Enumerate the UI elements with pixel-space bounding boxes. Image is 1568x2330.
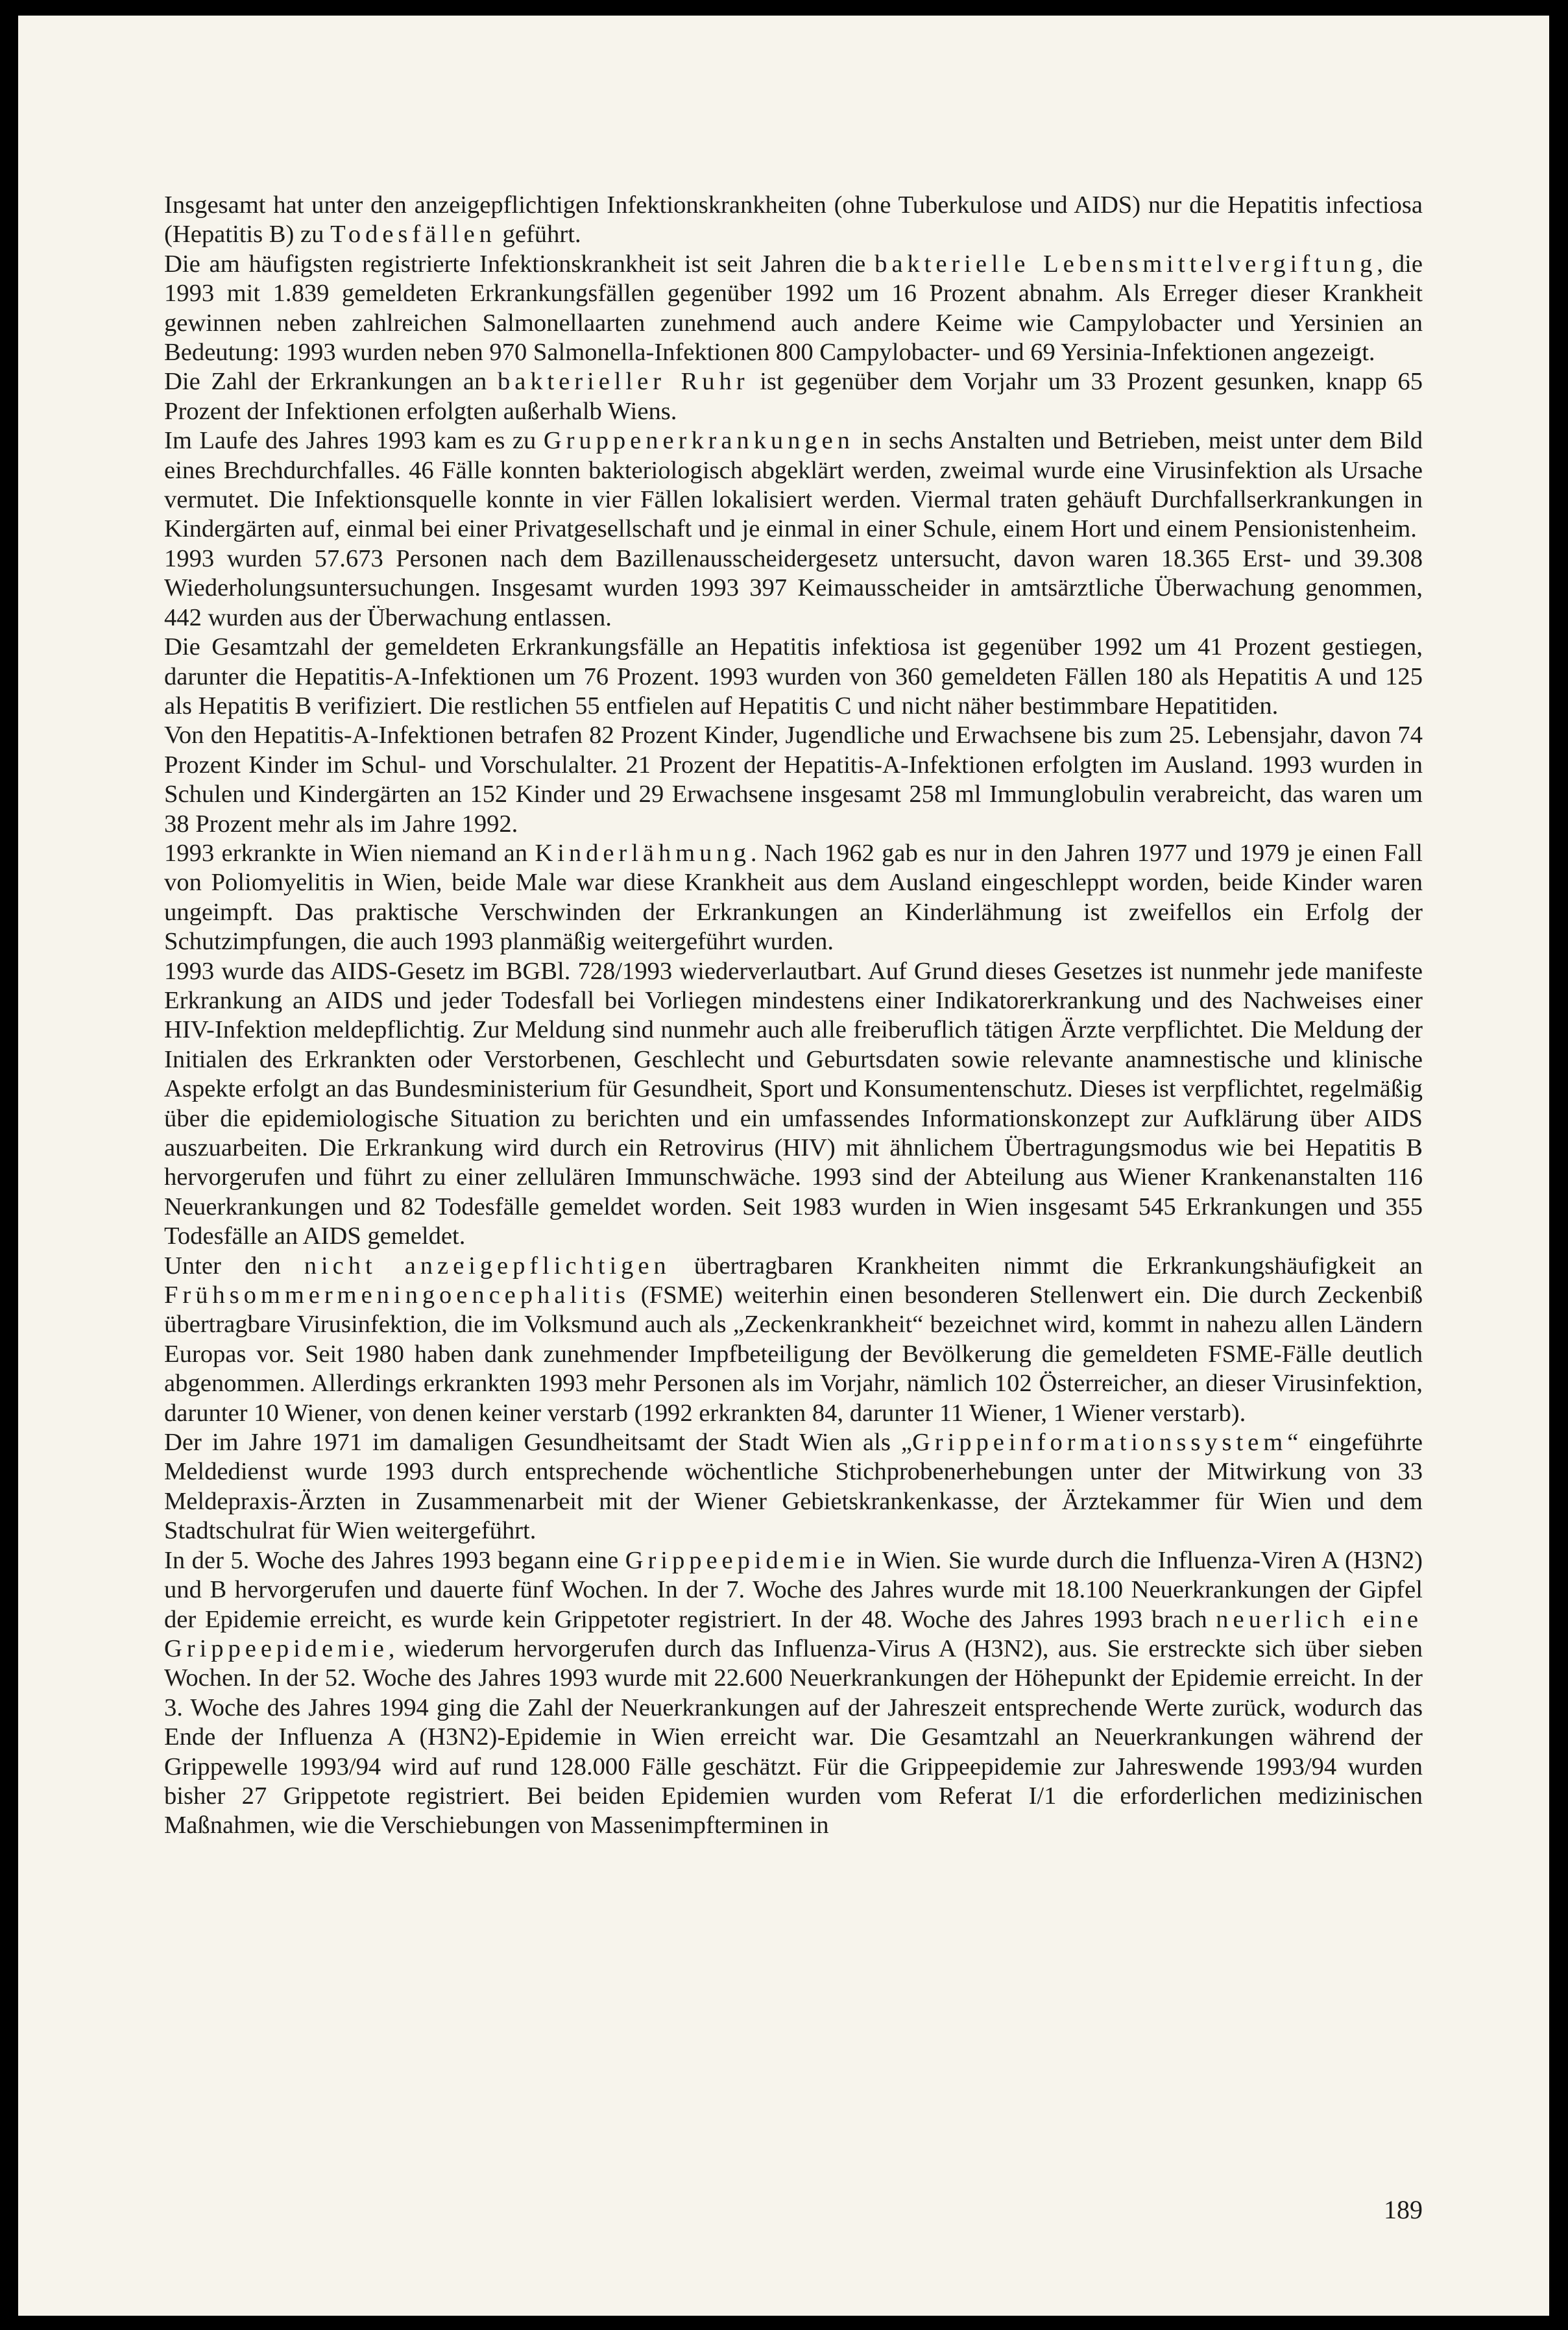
paragraph bbox=[164, 633, 1423, 721]
text-run: übertragbaren Krankheiten nimmt die Erkrankungshäufigkeit an bbox=[670, 1252, 1423, 1280]
paragraph bbox=[164, 250, 1423, 368]
spaced-emphasis: Todesfällen bbox=[330, 221, 496, 249]
text-run: Insgesamt hat unter den anzeigepflichtigen Infektionskrankheiten (ohne Tuberkulose und AIDS) nur die Hepatitis infectiosa (Hepatitis B) zu bbox=[164, 191, 1423, 249]
text-run: In der 5. Woche des Jahres 1993 begann eine bbox=[164, 1546, 625, 1574]
spaced-emphasis: nicht anzeigepflichtigen bbox=[304, 1252, 671, 1280]
paragraph bbox=[164, 191, 1423, 250]
text-run: . Nach 1962 gab es nur in den Jahren 1977 und 1979 je einen Fall von Poliomyelitis in Wien, beide Male war diese Krankheit aus dem Ausland eingeschleppt worden, beide Kinder waren ungeimpft. Das praktische Verschwinden der Erkrankungen an Kinderlähmung ist zweifellos ein Erfolg der Schutzimpfungen, die auch 1993 planmäßig weitergeführt wurden. bbox=[164, 839, 1423, 956]
text-run: Im Laufe des Jahres 1993 kam es zu bbox=[164, 427, 544, 455]
spaced-emphasis: bakterieller Ruhr bbox=[497, 368, 749, 396]
text-run: (FSME) weiterhin einen besonderen Stellenwert ein. Die durch Zeckenbiß übertragbare Virusinfektion, die im Volksmund auch als „Zeckenkrankheit“ bezeichnet wird, kommt in nahezu allen Ländern Europas vor. Seit 1980 haben dank zunehmender Impfbeteiligung der Bevölkerung die gemeldeten FSME-Fälle deutlich abgenommen. Allerdings erkrankten 1993 mehr Personen als im Vorjahr, nämlich 102 Österreicher, an dieser Virusinfektion, darunter 10 Wiener, von denen keiner verstarb (1992 erkrankten 84, darunter 11 Wiener, 1 Wiener verstarb). bbox=[164, 1281, 1423, 1427]
text-run: in Wien. Sie wurde durch die Influenza-Viren A (H3N2) und B hervorgerufen und dauerte fünf Wochen. In der 7. Woche des Jahres wurde mit 18.100 Neuerkrankungen der Gipfel der Epidemie erreicht, es wurde kein Grippetoter registriert. In der 48. Woche des Jahres 1993 brach bbox=[164, 1546, 1423, 1633]
text-run: 1993 wurde das AIDS-Gesetz im BGBl. 728/1993 wiederverlautbart. Auf Grund dieses Gesetzes ist nunmehr jede manifeste Erkrankung an AIDS und jeder Todesfall bei Vorliegen mindestens einer Indikatorerkrankung und des Nachweises einer HIV-Infektion meldepflichtig. Zur Meldung sind nunmehr auch alle freiberuflich tätigen Ärzte verpflichtet. Die Meldung der Initialen des Erkrankten oder Verstorbenen, Geschlecht und Geburtsdaten sowie relevante anamnestische und klinische Aspekte erfolgt an das Bundesministerium für Gesundheit, Sport und Konsumentenschutz. Dieses ist verpflichtet, regelmäßig über die epidemiologische Situation zu berichten und ein umfassendes Informationskonzept zur Aufklärung über AIDS auszuarbeiten. Die Erkrankung wird durch ein Retrovirus (HIV) mit ähnlichem Übertragungsmodus wie bei Hepatitis B hervorgerufen und führt zu einer zellulären Immunschwäche. 1993 sind der Abteilung aus Wiener Krankenanstalten 116 Neuerkrankungen und 82 Todesfälle gemeldet worden. Seit 1983 wurden in Wien insgesamt 545 Erkrankungen und 355 Todesfälle an AIDS gemeldet. bbox=[164, 957, 1423, 1250]
document-page bbox=[18, 16, 1549, 2316]
text-run: geführt. bbox=[496, 221, 581, 249]
text-run: , die 1993 mit 1.839 gemeldeten Erkrankungsfällen gegenüber 1992 um 16 Prozent abnahm. Als Erreger dieser Krankheit gewinnen neben zahlreichen Salmonellaarten zunehmend auch andere Keime wie Campylobacter und Yersinien an Bedeutung: 1993 wurden neben 970 Salmonella-Infektionen 800 Campylobacter- und 69 Yersinia-Infektionen angezeigt. bbox=[164, 250, 1423, 367]
spaced-emphasis: Frühsommermeningoencephalitis bbox=[164, 1281, 630, 1309]
spaced-emphasis: Kinderlähmung bbox=[535, 839, 751, 867]
paragraph bbox=[164, 544, 1423, 633]
spaced-emphasis: neuerlich eine Grippeepidemie bbox=[164, 1605, 1423, 1662]
paragraph bbox=[164, 1252, 1423, 1428]
text-run: Die am häufigsten registrierte Infektionskrankheit ist seit Jahren die bbox=[164, 250, 875, 278]
text-run: “ eingeführte Meldedienst wurde 1993 durch entsprechende wöchentliche Stichprobenerhebungen unter der Mitwirkung von 33 Meldepraxis-Ärzten in Zusammenarbeit mit der Wiener Gebietskrankenkasse, der Ärztekammer für Wien und dem Stadtschulrat für Wien weitergeführt. bbox=[164, 1429, 1423, 1545]
paragraph bbox=[164, 721, 1423, 839]
text-run: Von den Hepatitis-A-Infektionen betrafen 82 Prozent Kinder, Jugendliche und Erwachsene bis zum 25. Lebensjahr, davon 74 Prozent Kinder im Schul- und Vorschulalter. 21 Prozent der Hepatitis-A-Infektionen erfolgten im Ausland. 1993 wurden in Schulen und Kindergärten an 152 Kinder und 29 Erwachsene insgesamt 258 ml Immunglobulin verabreicht, das waren um 38 Prozent mehr als im Jahre 1992. bbox=[164, 722, 1423, 838]
text-run: , wiederum hervorgerufen durch das Influenza-Virus A (H3N2), aus. Sie erstreckte sich über sieben Wochen. In der 52. Woche des Jahres 1993 wurde mit 22.600 Neuerkrankungen der Höhepunkt der Epidemie erreicht. In der 3. Woche des Jahres 1994 ging die Zahl der Neuerkrankungen auf der Jahreszeit entsprechende Werte zurück, wodurch das Ende der Influenza A (H3N2)-Epidemie in Wien erreicht war. Die Gesamtzahl an Neuerkrankungen während der Grippewelle 1993/94 wird auf rund 128.000 Fälle geschätzt. Für die Grippeepidemie zur Jahreswende 1993/94 wurden bisher 27 Grippetote registriert. Bei beiden Epidemien wurden vom Referat I/1 die erforderlichen medizinischen Maßnahmen, wie die Verschiebungen von Massenimpfterminen in bbox=[164, 1634, 1423, 1839]
text-run: Die Gesamtzahl der gemeldeten Erkrankungsfälle an Hepatitis infektiosa ist gegenüber 1992 um 41 Prozent gestiegen, darunter die Hepatitis-A-Infektionen um 76 Prozent. 1993 wurden von 360 gemeldeten Fällen 180 als Hepatitis A und 125 als Hepatitis B verifiziert. Die restlichen 55 entfielen auf Hepatitis C und nicht näher bestimmbare Hepatitiden. bbox=[164, 633, 1423, 720]
paragraph bbox=[164, 1428, 1423, 1546]
paragraph bbox=[164, 367, 1423, 426]
paragraph bbox=[164, 1546, 1423, 1841]
text-run: Die Zahl der Erkrankungen an bbox=[164, 368, 498, 396]
spaced-emphasis: Grippeinformationssystem bbox=[912, 1429, 1288, 1457]
text-run: Unter den bbox=[164, 1252, 304, 1280]
paragraph bbox=[164, 957, 1423, 1252]
paragraph bbox=[164, 839, 1423, 957]
text-run: 1993 wurden 57.673 Personen nach dem Bazillenausscheidergesetz untersucht, davon waren 18.365 Erst- und 39.308 Wiederholungsuntersuchungen. Insgesamt wurden 1993 397 Keimausscheider in amtsärztliche Überwachung genommen, 442 wurden aus der Überwachung entlassen. bbox=[164, 544, 1423, 631]
body-text bbox=[164, 191, 1423, 1841]
paragraph bbox=[164, 426, 1423, 544]
spaced-emphasis: Gruppenerkrankungen bbox=[543, 427, 854, 455]
spaced-emphasis: bakterielle Lebensmittelvergiftung bbox=[874, 250, 1377, 278]
spaced-emphasis: Grippeepidemie bbox=[625, 1546, 850, 1574]
text-run: 1993 erkrankte in Wien niemand an bbox=[164, 839, 535, 867]
text-run: Der im Jahre 1971 im damaligen Gesundheitsamt der Stadt Wien als „ bbox=[164, 1429, 912, 1457]
text-run: in sechs Anstalten und Betrieben, meist unter dem Bild eines Brechdurchfalles. 46 Fälle konnten bakteriologisch abgeklärt werden, zweimal wurde eine Virusinfektion als Ursache vermutet. Die Infektionsquelle konnte in vier Fällen lokalisiert werden. Viermal traten gehäuft Durchfallserkrankungen in Kindergärten auf, einmal bei einer Privatgesellschaft und je einmal in einer Schule, einem Hort und einem Pensionistenheim. bbox=[164, 427, 1423, 543]
text-run: ist gegenüber dem Vorjahr um 33 Prozent gesunken, knapp 65 Prozent der Infektionen erfolgten außerhalb Wiens. bbox=[164, 368, 1423, 425]
page-number: 189 bbox=[1384, 2195, 1423, 2224]
